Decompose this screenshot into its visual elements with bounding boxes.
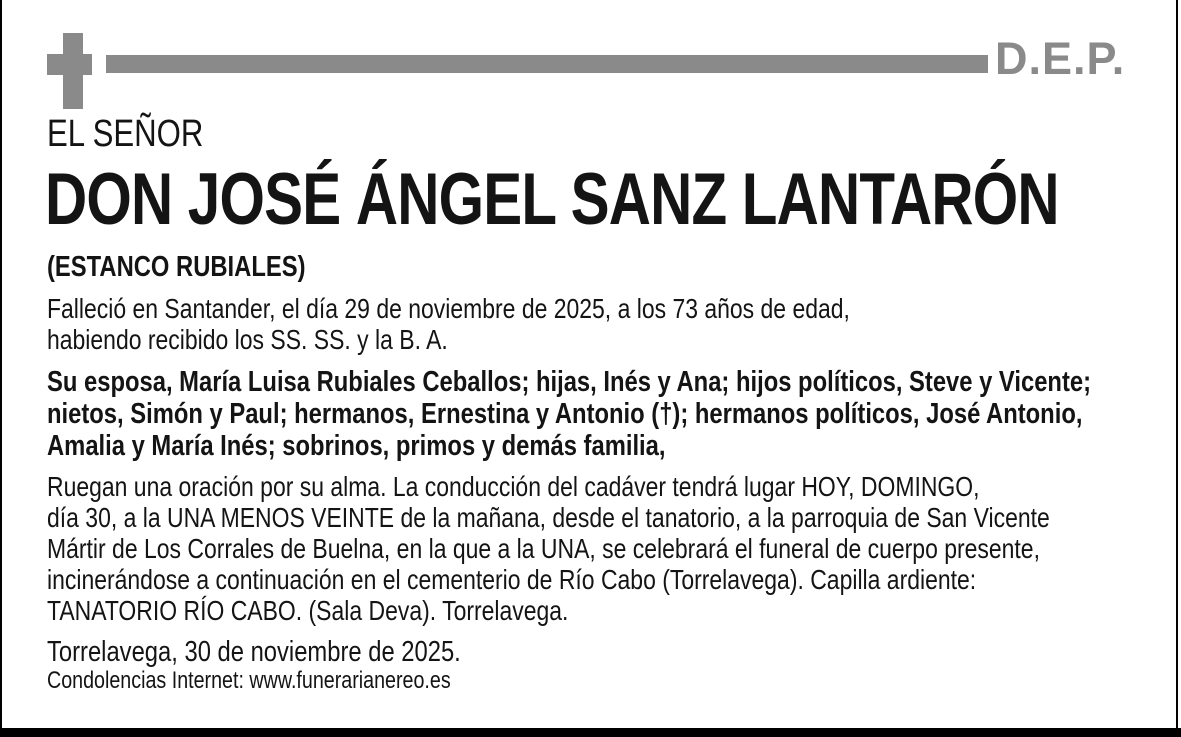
funeral-line: día 30, a la UNA MENOS VEINTE de la mañana, desde el tanatorio, a la parroquia de San Vicente	[47, 502, 1050, 533]
funeral-line: Ruegan una oración por su alma. La conducción del cadáver tendrá lugar HOY, DOMINGO,	[47, 471, 980, 502]
place-date-line: Torrelavega, 30 de noviembre de 2025.	[47, 636, 461, 668]
death-notice	[47, 293, 1026, 355]
deceased-name: DON JOSÉ ÁNGEL SANZ LANTARÓN	[45, 159, 1059, 240]
funeral-line: TANATORIO RÍO CABO. (Sala Deva). Torrelavega.	[47, 595, 569, 626]
family-line: Amalia y María Inés; sobrinos, primos y demás familia,	[47, 430, 666, 462]
pre-title: EL SEÑOR	[47, 113, 204, 155]
header-rule	[106, 55, 988, 73]
left-border	[0, 0, 2, 737]
death-notice-line: Falleció en Santander, el día 29 de noviembre de 2025, a los 73 años de edad,	[47, 293, 850, 324]
funeral-line: incinerándose a continuación en el cementerio de Río Cabo (Torrelavega). Capilla ardiente:	[47, 564, 977, 595]
bottom-border	[0, 728, 1181, 737]
condolences-line: Condolencias Internet: www.funerarianereo.es	[47, 667, 451, 694]
dep-label: D.E.P.	[995, 33, 1126, 84]
funeral-paragraph	[47, 471, 1181, 626]
funeral-line: Mártir de Los Corrales de Buelna, en la que a la UNA, se celebrará el funeral de cuerpo presente,	[47, 533, 1040, 564]
family-line: Su esposa, María Luisa Rubiales Ceballos; hijas, Inés y Ana; hijos políticos, Steve y Vicente;	[47, 366, 1092, 398]
family-line: nietos, Simón y Paul; hermanos, Ernestina y Antonio (†); hermanos políticos, José Antonio,	[47, 398, 1083, 430]
death-notice-line: habiendo recibido los SS. SS. y la B. A.	[47, 324, 448, 355]
family-paragraph	[47, 366, 1181, 462]
alias: (ESTANCO RUBIALES)	[47, 251, 306, 283]
